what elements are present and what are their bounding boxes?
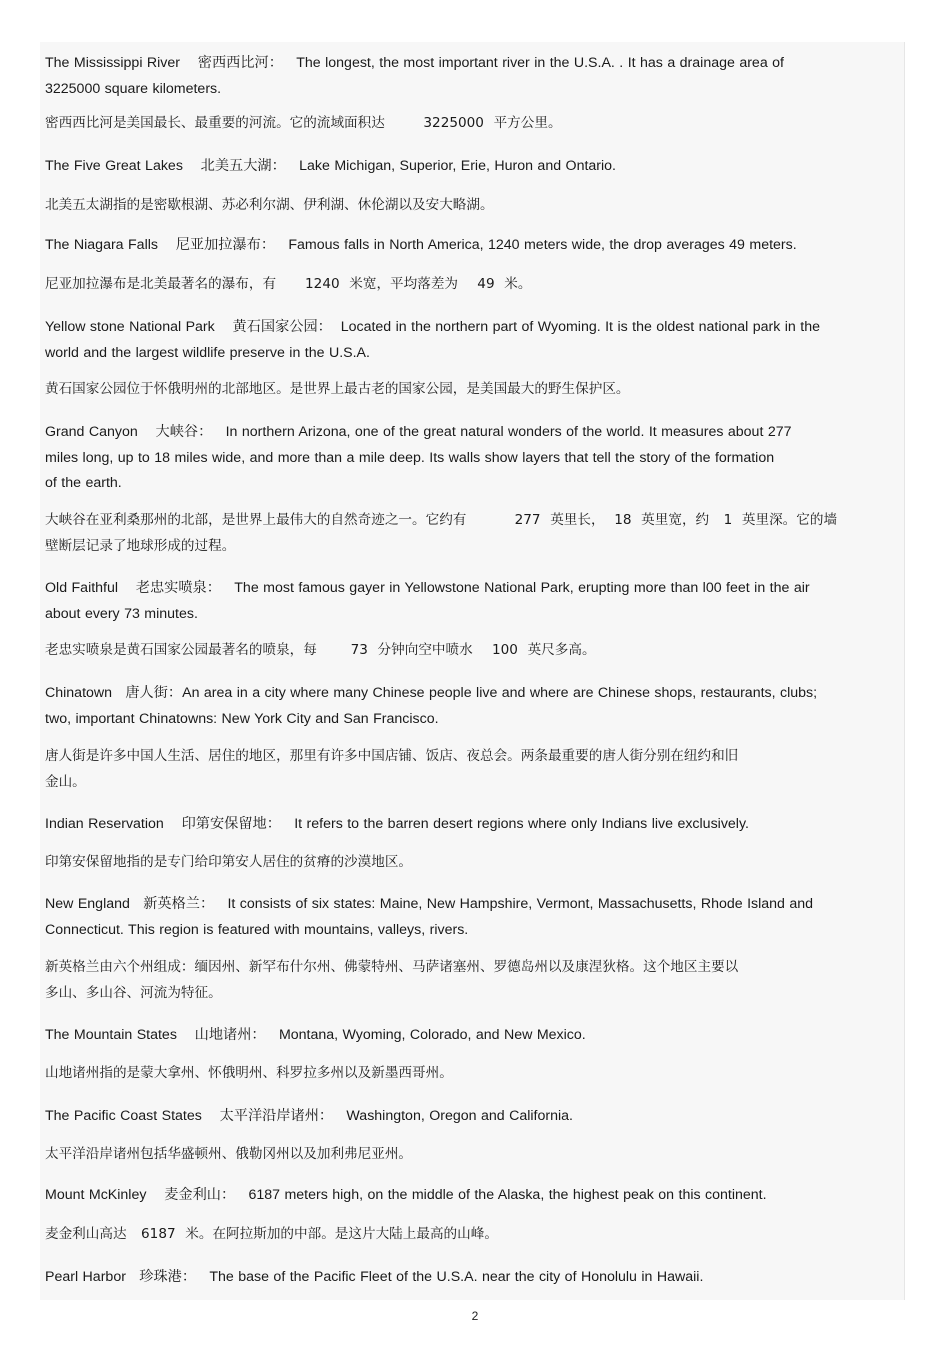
entry-niagara-en: The Niagara Falls 尼亚加拉瀑布： Famous falls in North America, 1240 meters wide, the drop averages 49 meters. [45, 237, 797, 253]
entry-great-lakes-en: The Five Great Lakes 北美五大湖： Lake Michigan, Superior, Erie, Huron and Ontario. [45, 158, 617, 174]
entry-pacific-coast-en: The Pacific Coast States 太平洋沿岸诸州： Washington, Oregon and California. [45, 1108, 573, 1124]
entry-great-lakes-cn: 北美五太湖指的是密歇根湖、苏必利尔湖、伊利湖、休伦湖以及安大略湖。 [45, 197, 494, 213]
entry-pearl-harbor-en: Pearl Harbor 珍珠港： The base of the Pacific Fleet of the U.S.A. near the city of Honolulu in Hawaii. [45, 1269, 704, 1285]
entry-chinatown-cn: 唐人街是许多中国人生活、居住的地区，那里有许多中国店铺、饭店、夜总会。两条最重要的唐人街分别在纽约和旧 金山。 [45, 748, 739, 790]
entry-mountain-states-cn: 山地诸州指的是蒙大拿州、怀俄明州、科罗拉多州以及新墨西哥州。 [45, 1065, 453, 1081]
entry-niagara-cn: 尼亚加拉瀑布是北美最著名的瀑布，有 1240 米宽，平均落差为 49 米。 [45, 276, 532, 292]
entry-pacific-coast-cn: 太平洋沿岸诸州包括华盛顿州、俄勒冈州以及加利弗尼亚州。 [45, 1146, 413, 1162]
entry-grand-canyon-cn: 大峡谷在亚利桑那州的北部，是世界上最伟大的自然奇迹之一。它约有 277 英里长， 18 英里宽，约 1 英里深。它的墙 壁断层记录了地球形成的过程。 [45, 512, 838, 554]
entry-old-faithful-cn: 老忠实喷泉是黄石国家公园最著名的喷泉，每 73 分钟向空中喷水 100 英尺多高。 [45, 642, 596, 658]
entry-mountain-states-en: The Mountain States 山地诸州： Montana, Wyoming, Colorado, and New Mexico. [45, 1027, 586, 1043]
entry-new-england-en: New England 新英格兰： It consists of six states: Maine, New Hampshire, Vermont, Massachusetts, Rhode Island and Connecticut. This region is featured with mountains, valleys, rivers. [45, 896, 814, 938]
entry-mississippi-cn: 密西西比河是美国最长、最重要的河流。它的流域面积达 3225000 平方公里。 [45, 115, 562, 131]
entry-mckinley-en: Mount McKinley 麦金利山： 6187 meters high, on the middle of the Alaska, the highest peak on this continent. [45, 1187, 767, 1203]
page-number: 2 [471, 1309, 479, 1323]
entry-mckinley-cn: 麦金利山高达 6187 米。在阿拉斯加的中部。是这片大陆上最高的山峰。 [45, 1226, 498, 1242]
entry-indian-reservation-cn: 印第安保留地指的是专门给印第安人居住的贫瘠的沙漠地区。 [45, 854, 413, 870]
entry-grand-canyon-en: Grand Canyon 大峡谷： In northern Arizona, one of the great natural wonders of the world. It measures about 277 miles long, up to 18 miles wide, and more than a mile deep. Its walls show layers that tell the story of the formation of the earth. [45, 424, 792, 491]
document-page [40, 42, 905, 1300]
entry-yellowstone-en: Yellow stone National Park 黄石国家公园： Located in the northern part of Wyoming. It is the oldest national park in the world and the largest wildlife preserve in the U.S.A. [45, 319, 820, 361]
entry-old-faithful-en: Old Faithful 老忠实喷泉： The most famous gayer in Yellowstone National Park, erupting more than l00 feet in the air about every 73 minutes. [45, 580, 810, 622]
entry-yellowstone-cn: 黄石国家公园位于怀俄明州的北部地区。是世界上最古老的国家公园，是美国最大的野生保护区。 [45, 381, 630, 397]
entry-new-england-cn: 新英格兰由六个州组成：缅因州、新罕布什尔州、佛蒙特州、马萨诸塞州、罗德岛州以及康涅狄格。这个地区主要以 多山、多山谷、河流为特征。 [45, 959, 739, 1001]
entry-indian-reservation-en: Indian Reservation 印第安保留地： It refers to the barren desert regions where only Indians live exclusively. [45, 816, 749, 832]
entry-chinatown-en: Chinatown 唐人街：An area in a city where many Chinese people live and where are Chinese shops, restaurants, clubs; two, important Chinatowns: New York City and San Francisco. [45, 685, 818, 727]
entry-mississippi-en: The Mississippi River 密西西比河： The longest, the most important river in the U.S.A. . It has a drainage area of 3225000 square kilometers. [45, 55, 784, 97]
